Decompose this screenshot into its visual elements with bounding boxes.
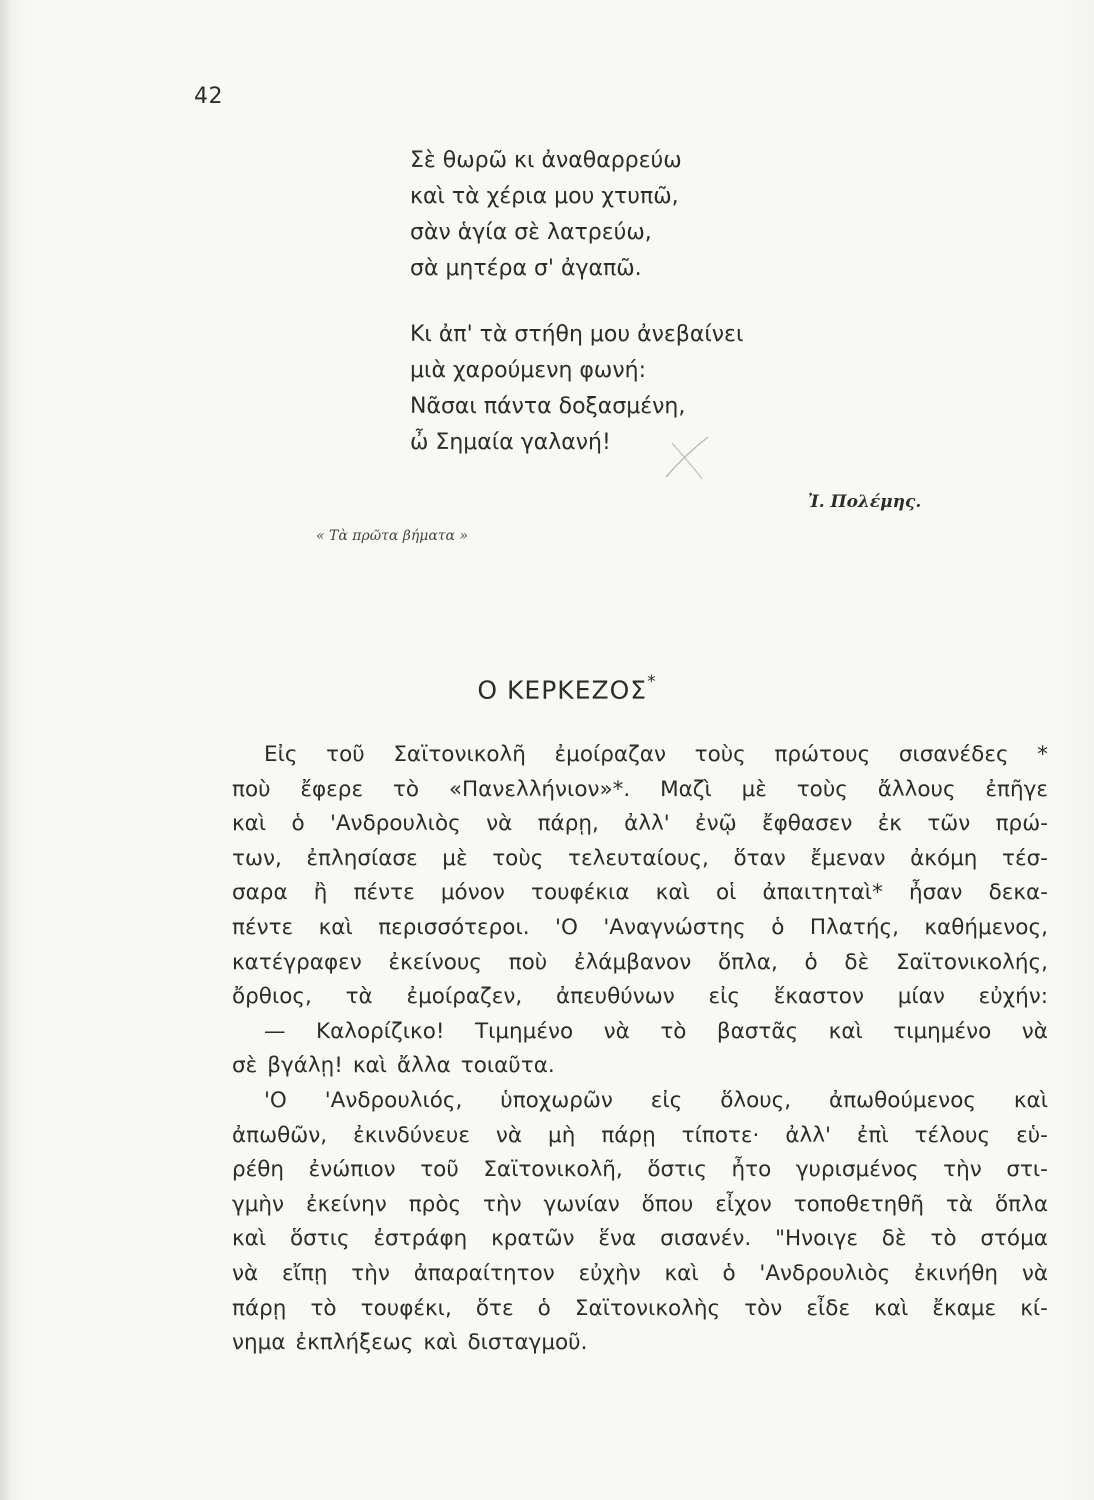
word: ὁ (291, 811, 305, 837)
word: τῶν (927, 811, 971, 837)
word: εἶδε (806, 1295, 851, 1321)
word: ὁ (722, 1260, 736, 1286)
word: ἦτο (731, 1157, 772, 1183)
word: πρὸς (408, 1191, 462, 1217)
text-line (232, 946, 1048, 981)
word: ἀκόμη (910, 845, 978, 871)
verse-line: σὰ μητέρα σ' ἀγαπῶ. (410, 256, 642, 281)
text-line (232, 1153, 1048, 1188)
word: βαστᾶς (716, 1018, 799, 1044)
word: τὴν (483, 1191, 522, 1217)
word: ὄρθιος, (232, 984, 312, 1010)
word: ὅπου (641, 1191, 694, 1217)
word: 'Αναγνώστης (603, 914, 746, 940)
word: τοιαῦτα. (460, 1053, 555, 1079)
word: Πλατής, (809, 914, 899, 940)
text-line (232, 807, 1048, 842)
word: κί- (1020, 1295, 1048, 1321)
article-body (232, 738, 1048, 1361)
word: ὁ (804, 949, 818, 975)
verse-line: Κι ἀπ' τὰ στήθη μου ἀνεβαίνει (410, 322, 744, 347)
word: καὶ (655, 880, 690, 906)
word: ἦσαν (908, 880, 963, 906)
word: "Ηνοιγε (775, 1226, 858, 1252)
word: τέσ- (1002, 845, 1048, 871)
word: εἴπῃ (282, 1260, 328, 1286)
word: ἐνῷ (695, 811, 737, 837)
word: καὶ (232, 1226, 267, 1252)
word: ἔκαμε (932, 1295, 997, 1321)
word: τὰ (945, 1191, 974, 1217)
text-line (232, 1188, 1048, 1223)
word: ἐμοίραζεν, (406, 984, 523, 1010)
word: τοὺς (694, 742, 746, 767)
word: 'Ο (555, 914, 578, 940)
word: ὅπλα (995, 1191, 1048, 1217)
article-title-text: Ο ΚΕΡΚΕΖΟΣ (477, 675, 648, 705)
word: νὰ (232, 1260, 259, 1286)
word: ἐκ (877, 811, 902, 837)
word: πάρῃ (232, 1295, 287, 1321)
word: νημα (232, 1330, 286, 1356)
word: ὁ (771, 914, 785, 940)
word: μὲ (741, 776, 767, 802)
word: ὅστις (647, 1157, 707, 1183)
word: δὲ (844, 949, 870, 975)
verse-line: καὶ τὰ χέρια μου χτυπῶ, (410, 184, 679, 209)
word: ὅτε (475, 1295, 514, 1321)
word: εὐχήν: (978, 984, 1048, 1010)
word: ἐνώπιον (308, 1157, 396, 1183)
word: καὶ (232, 811, 267, 837)
poem-author: Ἰ. Πολέμης. (808, 492, 922, 512)
word: κατέγραφεν (232, 949, 362, 975)
word: δὲ (881, 1226, 907, 1252)
word: τοῦ (420, 1157, 459, 1183)
text-line (232, 1084, 1048, 1119)
word: τοποθετηθῆ (793, 1191, 925, 1217)
word: ἀλλ' (624, 811, 670, 837)
word: κρατῶν (491, 1226, 575, 1252)
verse-line: ὦ Σημαία γαλανή! (410, 430, 611, 455)
word: σισανέδες (898, 742, 1009, 767)
word: ὑποχωρῶν (500, 1087, 613, 1113)
verse-line: σὰν ἁγία σὲ λατρεύω, (410, 220, 652, 245)
word: ἀπωθῶν, (232, 1122, 328, 1148)
word: Τιμημένο (474, 1018, 574, 1044)
word: εἶχον (715, 1191, 772, 1217)
word: εὑ- (1016, 1122, 1048, 1148)
word: Σαϊτονικολῆ (393, 742, 526, 767)
word: ἐπῆγε (985, 776, 1048, 802)
word: Εἰς (264, 742, 298, 767)
word: τιμημένο (893, 1018, 992, 1044)
text-line (232, 1257, 1048, 1292)
word: τὸν (744, 1295, 783, 1321)
word: 'Ο (264, 1087, 287, 1113)
word: πρώ- (995, 811, 1048, 837)
word: τὸ (660, 1018, 687, 1044)
word: εἰς (708, 984, 740, 1010)
word: ἐλάμβανον (573, 949, 692, 975)
word: δεκα- (988, 880, 1048, 906)
text-line (232, 1049, 1048, 1084)
word: νὰ (1021, 1018, 1048, 1044)
word: «Πανελλήνιον»*. (448, 776, 631, 802)
word: γωνίαν (543, 1191, 620, 1217)
word: σισανέν. (660, 1226, 752, 1252)
word: εὐχὴν (578, 1260, 641, 1286)
word: τὰ (345, 984, 373, 1010)
page-number: 42 (194, 84, 223, 109)
word: Καλορίζικο! (315, 1018, 445, 1044)
verse-line: Νᾶσαι πάντα δοξασμένη, (410, 394, 686, 419)
word: καὶ (318, 914, 353, 940)
word: πρώτους (774, 742, 871, 767)
text-line (232, 911, 1048, 946)
text-line (232, 1119, 1048, 1154)
word: καὶ (423, 1330, 458, 1356)
text-line (232, 1015, 1048, 1050)
word: τοῦ (326, 742, 365, 767)
word: τοὺς (492, 845, 544, 871)
word: ἕνα (598, 1226, 637, 1252)
word: γυρισμένος (795, 1157, 919, 1183)
word: Σαϊτονικολῆ, (483, 1157, 623, 1183)
word: σὲ (232, 1053, 258, 1079)
text-line (232, 773, 1048, 808)
word: πάρῃ, (537, 811, 599, 837)
word: νὰ (486, 811, 513, 837)
word: εἰς (650, 1087, 683, 1113)
word: πάρῃ (601, 1122, 656, 1148)
word: ποὺ (508, 949, 548, 975)
word: καὶ (828, 1018, 863, 1044)
word: τοὺς (796, 776, 848, 802)
word: ὅταν (733, 845, 786, 871)
word: πέντε (232, 914, 294, 940)
word: ἢ (313, 880, 328, 906)
word: ἔφερε (300, 776, 364, 802)
word: των, (232, 845, 282, 871)
word: ἐκείνους (388, 949, 482, 975)
binding-shadow (0, 0, 10, 1500)
word: τουφέκια (531, 880, 630, 906)
word: τὸ (310, 1295, 337, 1321)
word: ρέθη (232, 1157, 285, 1183)
word: ἐκινδύνευε (353, 1122, 470, 1148)
word: νὰ (1021, 1260, 1048, 1286)
text-line (232, 1222, 1048, 1257)
word: ὅπλα, (717, 949, 778, 975)
word: ἀπωθούμενος (829, 1087, 976, 1113)
word: στι- (1006, 1157, 1048, 1183)
word: 'Ανδρουλιὸς (329, 811, 461, 837)
word: ὁ (537, 1295, 551, 1321)
word: μίαν (897, 984, 945, 1010)
word: δισταγμοῦ. (467, 1330, 588, 1356)
word: ἀλλ' (785, 1122, 831, 1148)
article-title (0, 674, 1094, 704)
word: 'Ανδρουλιός, (324, 1087, 463, 1113)
word: μὴ (548, 1122, 576, 1148)
word: στόμα (980, 1226, 1048, 1252)
word: τελευταίους, (568, 845, 709, 871)
text-line (232, 980, 1048, 1015)
word: καθήμενος, (924, 914, 1048, 940)
poem-source: « Τὰ πρῶτα βήματα » (316, 528, 469, 544)
word: τὴν (943, 1157, 982, 1183)
word: βγάλῃ! (267, 1053, 343, 1079)
word: ἀπευθύνων (555, 984, 675, 1010)
word: τὸ (392, 776, 420, 802)
word: ποὺ (232, 776, 271, 802)
word: γμὴν (232, 1191, 285, 1217)
word: καὶ (1013, 1087, 1048, 1113)
word: ἐστράφη (373, 1226, 468, 1252)
word: μὲ (442, 845, 468, 871)
word: ἔφθασεν (761, 811, 853, 837)
text-line (232, 876, 1048, 911)
verse-line: Σὲ θωρῶ κι ἀναθαρρεύω (410, 148, 682, 173)
word: τίποτε· (681, 1122, 760, 1148)
word: ἀπαιτηταὶ* (762, 880, 883, 906)
word: — (264, 1018, 286, 1044)
word: τὸ (930, 1226, 957, 1252)
word: ἐκείνην (305, 1191, 387, 1217)
word: ἀπαραίτητον (413, 1260, 555, 1286)
word: ἐκινήθη (914, 1260, 998, 1286)
text-line (232, 1292, 1048, 1327)
pencil-mark-icon (658, 433, 718, 483)
word: Σαϊτονικολὴς (574, 1295, 721, 1321)
word: καὶ (664, 1260, 699, 1286)
word: νὰ (495, 1122, 523, 1148)
word: Σαϊτονικολής, (895, 949, 1048, 975)
word: ἐπλησίασε (306, 845, 418, 871)
word: ἐπὶ (856, 1122, 889, 1148)
word: ἐκπλήξεως (295, 1330, 414, 1356)
word: σαρα (232, 880, 288, 906)
word: πέντε (353, 880, 415, 906)
word: νὰ (603, 1018, 630, 1044)
word: 'Ανδρουλιὸς (759, 1260, 891, 1286)
word: ἄλλα (396, 1053, 451, 1079)
text-line (232, 842, 1048, 877)
word: ἕκαστον (773, 984, 864, 1010)
word: Μαζὶ (660, 776, 712, 802)
text-line (232, 738, 1048, 773)
word: ὅστις (289, 1226, 350, 1252)
text-line (232, 1326, 1048, 1361)
word: ἔμεναν (810, 845, 886, 871)
word: μόνον (440, 880, 505, 906)
word: τὴν (351, 1260, 390, 1286)
word: καὶ (352, 1053, 387, 1079)
word: * (1037, 742, 1048, 767)
word: τέλους (914, 1122, 991, 1148)
poem-stanza-1 (410, 143, 930, 287)
word: ἐμοίραζαν (554, 742, 666, 767)
footnote-mark: * (647, 672, 657, 692)
word: οἱ (715, 880, 737, 906)
word: ὅλους, (720, 1087, 792, 1113)
word: καὶ (874, 1295, 909, 1321)
word: τουφέκι, (360, 1295, 452, 1321)
verse-line: μιὰ χαρούμενη φωνή: (410, 358, 646, 383)
word: ἄλλους (877, 776, 956, 802)
word: περισσότεροι. (378, 914, 530, 940)
